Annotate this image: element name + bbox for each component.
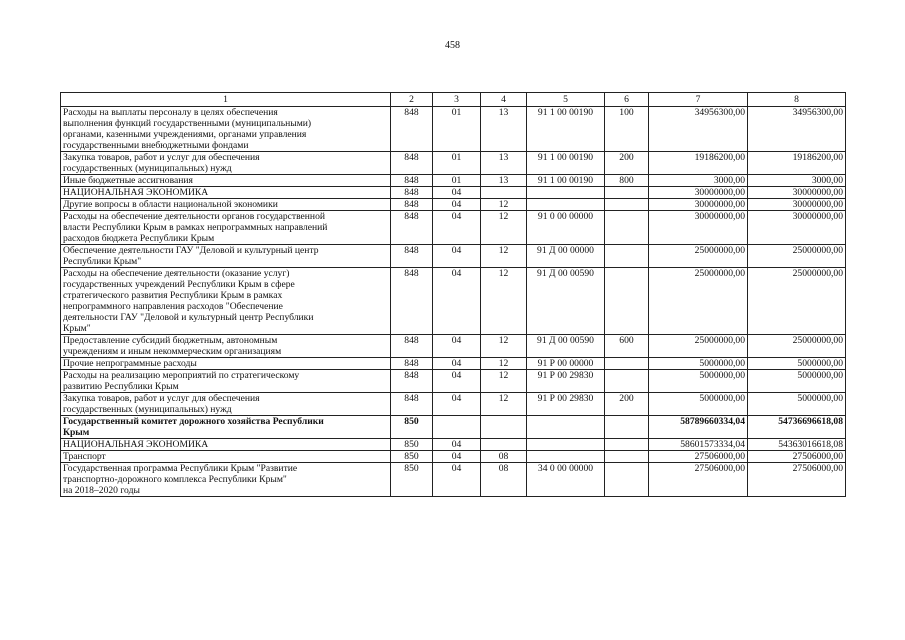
description-line: учреждениям и иным некоммерческим организациям [63, 346, 282, 357]
code-section: 04 [433, 370, 481, 393]
code-target: 91 Д 00 00590 [527, 268, 605, 335]
page-number: 458 [445, 40, 460, 51]
column-header: 2 [391, 93, 433, 107]
code-expense-type: 200 [605, 393, 649, 416]
code-subsection: 13 [481, 175, 527, 187]
code-section: 01 [433, 175, 481, 187]
code-expense-type [605, 245, 649, 268]
description-line: государственных (муниципальных) нужд [63, 404, 232, 415]
amount-year-1: 30000000,00 [649, 211, 748, 245]
amount-year-2: 34956300,00 [748, 107, 846, 152]
description-line: деятельности ГАУ "Деловой и культурный центр Республики [63, 312, 314, 323]
code-ministry: 848 [391, 268, 433, 335]
description-line: власти Республики Крым в рамках непрограммных направлений [63, 222, 328, 233]
amount-year-1: 34956300,00 [649, 107, 748, 152]
code-ministry: 848 [391, 370, 433, 393]
description-line: стратегического развития Республики Крым в рамках [63, 290, 283, 301]
table-row [61, 152, 846, 175]
amount-year-1: 5000000,00 [649, 370, 748, 393]
amount-year-1: 25000000,00 [649, 335, 748, 358]
code-ministry: 850 [391, 416, 433, 439]
code-target: 91 Р 00 00000 [527, 358, 605, 370]
code-expense-type: 100 [605, 107, 649, 152]
code-section: 04 [433, 393, 481, 416]
code-section: 04 [433, 245, 481, 268]
amount-year-2: 30000000,00 [748, 199, 846, 211]
amount-year-2: 30000000,00 [748, 211, 846, 245]
amount-year-1: 25000000,00 [649, 268, 748, 335]
row-description [61, 451, 391, 463]
code-expense-type [605, 358, 649, 370]
amount-year-1: 58789660334,04 [649, 416, 748, 439]
code-target: 91 1 00 00190 [527, 152, 605, 175]
code-ministry: 848 [391, 358, 433, 370]
code-ministry: 850 [391, 463, 433, 497]
code-subsection: 12 [481, 199, 527, 211]
code-subsection: 12 [481, 358, 527, 370]
amount-year-2: 54736696618,08 [748, 416, 846, 439]
column-header: 3 [433, 93, 481, 107]
description-line: расходов бюджета Республики Крым [63, 233, 215, 244]
code-target [527, 451, 605, 463]
row-description [61, 358, 391, 370]
code-section: 04 [433, 187, 481, 199]
amount-year-1: 25000000,00 [649, 245, 748, 268]
description-line: Крым [63, 427, 90, 438]
row-description [61, 463, 391, 497]
table-row [61, 199, 846, 211]
header-row [61, 93, 846, 107]
code-ministry: 848 [391, 335, 433, 358]
code-section: 04 [433, 451, 481, 463]
description-line: Иные бюджетные ассигнования [63, 175, 193, 186]
description-line: Расходы на реализацию мероприятий по стратегическому [63, 370, 300, 381]
table-row [61, 451, 846, 463]
description-line: развитию Республики Крым [63, 381, 179, 392]
description-line: на 2018–2020 годы [63, 485, 140, 496]
code-expense-type: 800 [605, 175, 649, 187]
code-ministry: 848 [391, 245, 433, 268]
column-header: 8 [748, 93, 846, 107]
amount-year-1: 5000000,00 [649, 358, 748, 370]
code-ministry: 848 [391, 187, 433, 199]
code-expense-type [605, 187, 649, 199]
code-ministry: 850 [391, 451, 433, 463]
row-description [61, 268, 391, 335]
budget-table [60, 92, 846, 497]
amount-year-2: 30000000,00 [748, 187, 846, 199]
code-expense-type: 200 [605, 152, 649, 175]
table-row [61, 370, 846, 393]
code-subsection: 12 [481, 335, 527, 358]
code-section: 01 [433, 107, 481, 152]
code-subsection: 12 [481, 211, 527, 245]
code-section: 04 [433, 358, 481, 370]
description-line: Крым" [63, 323, 91, 334]
code-section: 01 [433, 152, 481, 175]
description-line: Закупка товаров, работ и услуг для обеспечения [63, 152, 260, 163]
column-header: 4 [481, 93, 527, 107]
description-line: непрограммного направления расходов "Обеспечение [63, 301, 283, 312]
code-target: 91 Р 00 29830 [527, 370, 605, 393]
code-ministry: 848 [391, 175, 433, 187]
amount-year-2: 25000000,00 [748, 268, 846, 335]
code-subsection: 12 [481, 393, 527, 416]
table-row [61, 107, 846, 152]
description-line: Расходы на обеспечение деятельности (оказание услуг) [63, 268, 290, 279]
amount-year-2: 3000,00 [748, 175, 846, 187]
description-line: Государственный комитет дорожного хозяйства Республики [63, 416, 324, 427]
code-section [433, 416, 481, 439]
code-subsection [481, 416, 527, 439]
table-row [61, 393, 846, 416]
amount-year-2: 27506000,00 [748, 451, 846, 463]
code-expense-type [605, 268, 649, 335]
description-line: Закупка товаров, работ и услуг для обеспечения [63, 393, 260, 404]
amount-year-2: 27506000,00 [748, 463, 846, 497]
table-row [61, 358, 846, 370]
description-line: государственными внебюджетными фондами [63, 140, 249, 151]
description-line: Расходы на обеспечение деятельности органов государственной [63, 211, 326, 222]
code-subsection: 13 [481, 152, 527, 175]
description-line: Транспорт [63, 451, 106, 462]
table-row [61, 335, 846, 358]
code-subsection: 13 [481, 107, 527, 152]
description-line: государственных (муниципальных) нужд [63, 163, 232, 174]
code-target [527, 187, 605, 199]
amount-year-2: 19186200,00 [748, 152, 846, 175]
description-line: Расходы на выплаты персоналу в целях обеспечения [63, 107, 278, 118]
amount-year-2: 5000000,00 [748, 393, 846, 416]
column-header: 7 [649, 93, 748, 107]
code-ministry: 848 [391, 199, 433, 211]
code-subsection: 08 [481, 463, 527, 497]
table-row [61, 463, 846, 497]
amount-year-1: 30000000,00 [649, 199, 748, 211]
code-target [527, 199, 605, 211]
code-expense-type [605, 211, 649, 245]
code-subsection: 12 [481, 245, 527, 268]
amount-year-1: 58601573334,04 [649, 439, 748, 451]
row-description [61, 175, 391, 187]
column-header: 5 [527, 93, 605, 107]
row-description [61, 416, 391, 439]
code-target: 91 0 00 00000 [527, 211, 605, 245]
table-row [61, 211, 846, 245]
code-expense-type [605, 199, 649, 211]
description-line: Другие вопросы в области национальной экономики [63, 199, 278, 210]
code-subsection: 08 [481, 451, 527, 463]
code-target [527, 416, 605, 439]
code-ministry: 848 [391, 107, 433, 152]
column-header: 1 [61, 93, 391, 107]
description-line: Прочие непрограммные расходы [63, 358, 197, 369]
code-ministry: 848 [391, 152, 433, 175]
code-section: 04 [433, 463, 481, 497]
row-description [61, 211, 391, 245]
amount-year-1: 27506000,00 [649, 463, 748, 497]
table-row [61, 439, 846, 451]
row-description [61, 199, 391, 211]
code-expense-type [605, 439, 649, 451]
amount-year-2: 25000000,00 [748, 245, 846, 268]
description-line: НАЦИОНАЛЬНАЯ ЭКОНОМИКА [63, 187, 209, 198]
code-section: 04 [433, 211, 481, 245]
amount-year-1: 19186200,00 [649, 152, 748, 175]
code-target [527, 439, 605, 451]
amount-year-1: 27506000,00 [649, 451, 748, 463]
table-row [61, 175, 846, 187]
code-target: 91 1 00 00190 [527, 107, 605, 152]
description-line: органами, казенными учреждениями, органами управления [63, 129, 307, 140]
code-subsection [481, 187, 527, 199]
description-line: Государственная программа Республики Крым "Развитие [63, 463, 298, 474]
code-target: 91 Д 00 00000 [527, 245, 605, 268]
code-section: 04 [433, 335, 481, 358]
column-header: 6 [605, 93, 649, 107]
amount-year-1: 3000,00 [649, 175, 748, 187]
description-line: Предоставление субсидий бюджетным, автономным [63, 335, 278, 346]
code-ministry: 850 [391, 439, 433, 451]
code-expense-type [605, 463, 649, 497]
row-description [61, 187, 391, 199]
row-description [61, 107, 391, 152]
table-row [61, 416, 846, 439]
row-description [61, 393, 391, 416]
code-section: 04 [433, 199, 481, 211]
code-subsection: 12 [481, 268, 527, 335]
description-line: выполнения функций государственными (муниципальными) [63, 118, 312, 129]
amount-year-1: 30000000,00 [649, 187, 748, 199]
amount-year-2: 54363016618,08 [748, 439, 846, 451]
row-description [61, 152, 391, 175]
code-expense-type [605, 416, 649, 439]
row-description [61, 335, 391, 358]
code-subsection [481, 439, 527, 451]
amount-year-1: 5000000,00 [649, 393, 748, 416]
code-subsection: 12 [481, 370, 527, 393]
code-expense-type [605, 370, 649, 393]
code-ministry: 848 [391, 211, 433, 245]
description-line: Обеспечение деятельности ГАУ "Деловой и культурный центр [63, 245, 319, 256]
code-section: 04 [433, 439, 481, 451]
description-line: транспортно-дорожного комплекса Республики Крым" [63, 474, 287, 485]
row-description [61, 245, 391, 268]
amount-year-2: 25000000,00 [748, 335, 846, 358]
table-row [61, 187, 846, 199]
code-ministry: 848 [391, 393, 433, 416]
row-description [61, 370, 391, 393]
code-target: 91 Р 00 29830 [527, 393, 605, 416]
amount-year-2: 5000000,00 [748, 358, 846, 370]
code-section: 04 [433, 268, 481, 335]
code-target: 91 1 00 00190 [527, 175, 605, 187]
row-description [61, 439, 391, 451]
description-line: государственных учреждений Республики Крым в сфере [63, 279, 295, 290]
description-line: Республики Крым" [63, 256, 142, 267]
amount-year-2: 5000000,00 [748, 370, 846, 393]
code-expense-type [605, 451, 649, 463]
code-target: 34 0 00 00000 [527, 463, 605, 497]
code-target: 91 Д 00 00590 [527, 335, 605, 358]
description-line: НАЦИОНАЛЬНАЯ ЭКОНОМИКА [63, 439, 209, 450]
table-row [61, 245, 846, 268]
table-row [61, 268, 846, 335]
code-expense-type: 600 [605, 335, 649, 358]
